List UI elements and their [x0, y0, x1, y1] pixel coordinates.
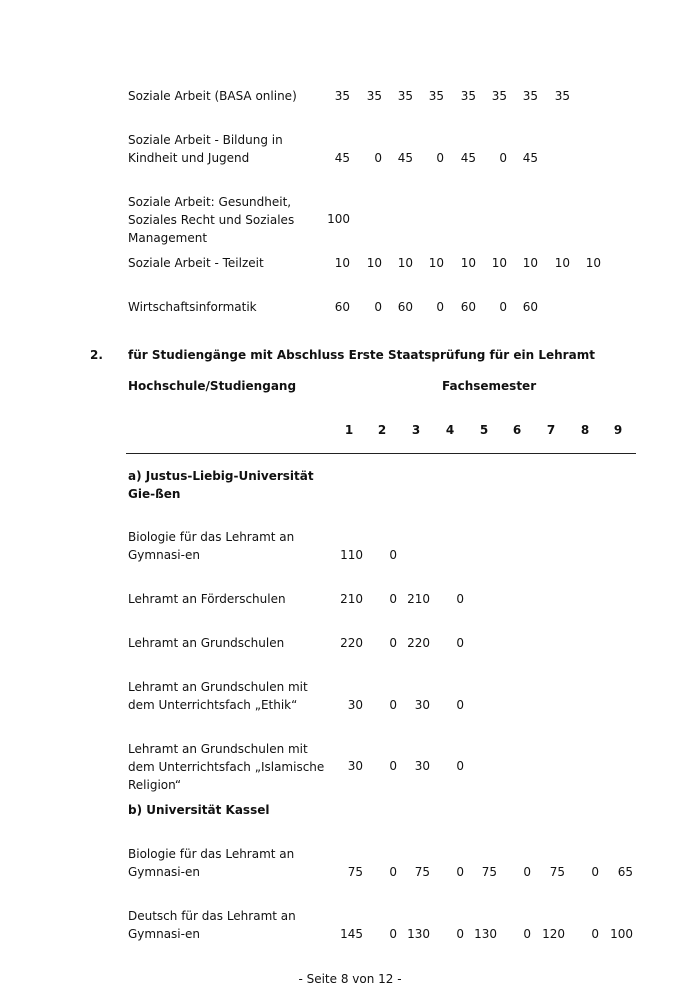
value-sem-1: 75	[347, 865, 363, 879]
program-name: Soziale Arbeit (BASA online)	[128, 89, 297, 103]
semester-number: 2	[377, 423, 387, 437]
value-sem-1: 110	[340, 548, 363, 562]
value-sem-2: 35	[366, 89, 382, 103]
group-title-kassel: b) Universität Kassel	[128, 803, 270, 817]
value-sem-7: 120	[542, 927, 565, 941]
value-sem-4: 0	[456, 865, 464, 879]
program-name: Soziale Arbeit - Bildung in Kindheit und Jugend	[128, 133, 283, 165]
section-title: für Studiengänge mit Abschluss Erste Staatsprüfung für ein Lehramt	[128, 348, 595, 362]
value-sem-1: 30	[347, 759, 363, 773]
value-sem-6: 10	[491, 256, 507, 270]
value-sem-2: 0	[389, 548, 397, 562]
value-sem-4: 0	[436, 151, 444, 165]
value-sem-3: 220	[407, 636, 430, 650]
value-sem-7: 10	[522, 256, 538, 270]
semester-number: 5	[479, 423, 489, 437]
program-name: Lehramt an Grundschulen mit dem Unterrichtsfach „Islamische Religion“	[128, 742, 325, 792]
value-sem-2: 0	[389, 927, 397, 941]
value-sem-1: 100	[327, 212, 350, 226]
value-sem-5: 130	[474, 927, 497, 941]
value-sem-6: 0	[499, 300, 507, 314]
value-sem-1: 210	[340, 592, 363, 606]
value-sem-3: 35	[397, 89, 413, 103]
program-name: Wirtschaftsinformatik	[128, 300, 257, 314]
value-sem-6: 0	[523, 865, 531, 879]
value-sem-3: 210	[407, 592, 430, 606]
page-footer: - Seite 8 von 12 -	[298, 972, 402, 986]
semester-number: 1	[344, 423, 354, 437]
program-name: Biologie für das Lehramt an Gymnasi-en	[128, 847, 295, 879]
value-sem-4: 0	[456, 592, 464, 606]
value-sem-5: 45	[460, 151, 476, 165]
value-sem-3: 75	[414, 865, 430, 879]
program-name: Lehramt an Förderschulen	[128, 592, 286, 606]
value-sem-5: 75	[481, 865, 497, 879]
semester-number: 4	[445, 423, 455, 437]
semester-number: 3	[411, 423, 421, 437]
program-name: Biologie für das Lehramt an Gymnasi-en	[128, 530, 295, 562]
value-sem-5: 10	[460, 256, 476, 270]
value-sem-7: 45	[522, 151, 538, 165]
value-sem-7: 35	[522, 89, 538, 103]
value-sem-8: 0	[591, 865, 599, 879]
value-sem-1: 45	[334, 151, 350, 165]
value-sem-3: 30	[414, 759, 430, 773]
column-header-semesters: Fachsemester	[442, 379, 537, 393]
value-sem-1: 220	[340, 636, 363, 650]
value-sem-2: 0	[389, 759, 397, 773]
value-sem-6: 35	[491, 89, 507, 103]
value-sem-9: 100	[610, 927, 633, 941]
value-sem-1: 30	[347, 698, 363, 712]
value-sem-2: 0	[389, 698, 397, 712]
value-sem-5: 35	[460, 89, 476, 103]
value-sem-2: 0	[389, 865, 397, 879]
value-sem-4: 10	[428, 256, 444, 270]
value-sem-6: 0	[499, 151, 507, 165]
value-sem-7: 75	[549, 865, 565, 879]
value-sem-8: 0	[591, 927, 599, 941]
semester-number: 9	[613, 423, 623, 437]
value-sem-7: 60	[522, 300, 538, 314]
semester-number: 6	[512, 423, 522, 437]
program-name: Lehramt an Grundschulen mit dem Unterrichtsfach „Ethik“	[128, 680, 308, 712]
value-sem-9: 10	[585, 256, 601, 270]
value-sem-4: 0	[456, 636, 464, 650]
program-name: Soziale Arbeit: Gesundheit, Soziales Recht und Soziales Management	[128, 195, 295, 245]
value-sem-8: 35	[554, 89, 570, 103]
value-sem-5: 60	[460, 300, 476, 314]
value-sem-3: 10	[397, 256, 413, 270]
value-sem-2: 0	[389, 592, 397, 606]
value-sem-4: 0	[456, 759, 464, 773]
group-title-giessen: a) Justus-Liebig-Universität Gie-ßen	[128, 469, 314, 501]
value-sem-1: 60	[334, 300, 350, 314]
value-sem-6: 0	[523, 927, 531, 941]
value-sem-1: 10	[334, 256, 350, 270]
program-name: Lehramt an Grundschulen	[128, 636, 285, 650]
value-sem-4: 0	[436, 300, 444, 314]
semester-number: 8	[580, 423, 590, 437]
value-sem-3: 60	[397, 300, 413, 314]
program-name: Deutsch für das Lehramt an Gymnasi-en	[128, 909, 296, 941]
value-sem-4: 35	[428, 89, 444, 103]
value-sem-1: 35	[334, 89, 350, 103]
value-sem-3: 30	[414, 698, 430, 712]
value-sem-8: 10	[554, 256, 570, 270]
value-sem-2: 0	[374, 300, 382, 314]
value-sem-2: 0	[374, 151, 382, 165]
header-divider	[126, 453, 636, 454]
section-number: 2.	[90, 348, 103, 362]
value-sem-4: 0	[456, 927, 464, 941]
value-sem-2: 10	[366, 256, 382, 270]
value-sem-9: 65	[617, 865, 633, 879]
program-name: Soziale Arbeit - Teilzeit	[128, 256, 264, 270]
value-sem-3: 45	[397, 151, 413, 165]
value-sem-2: 0	[389, 636, 397, 650]
value-sem-4: 0	[456, 698, 464, 712]
value-sem-3: 130	[407, 927, 430, 941]
semester-number: 7	[546, 423, 556, 437]
column-header-program: Hochschule/Studiengang	[128, 379, 297, 393]
value-sem-1: 145	[340, 927, 363, 941]
